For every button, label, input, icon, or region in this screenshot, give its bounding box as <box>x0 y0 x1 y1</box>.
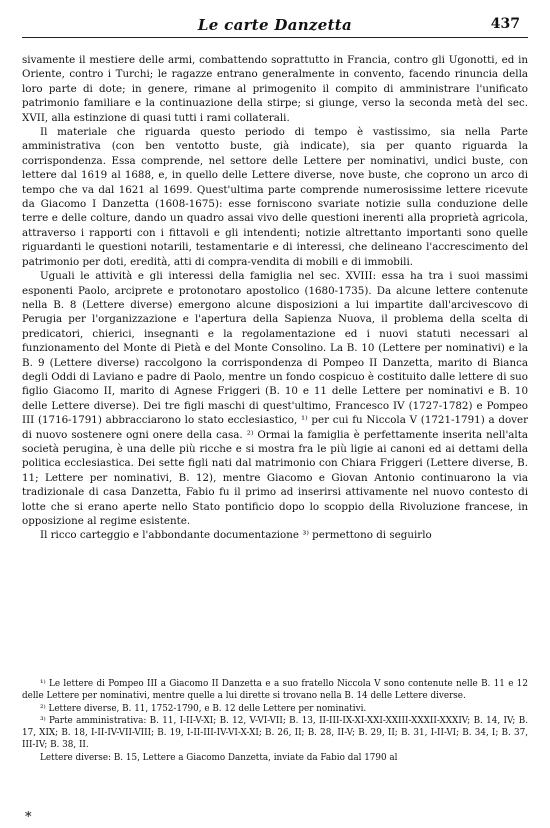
main-text <box>22 53 528 543</box>
running-title: Le carte Danzetta <box>197 16 353 34</box>
footnote-3: ³⁾ Parte amministrativa: B. 11, I-II-V-XI; B. 12, V-VI-VII; B. 13, II-III-IX-XI-XXI-XXIII-XXXII-XXXIV; B. 14, IV; B. 17, XIX; B. 18, I-II-IV-VII-VIII; B. 19, I-II-III-IV-VI-X-XI; B. 26, II; B. 28, II-V; B. 29, II; B. 31, I-II-VI; B. 34, I; B. 37, III-IV; B. 38, II. <box>22 715 528 751</box>
footnote-1: ¹⁾ Le lettere di Pompeo III a Giacomo II Danzetta e a suo fratello Niccola V sono contenute nelle B. 11 e 12 delle Lettere per nominativi, mentre quelle a lui dirette si trovano nella B. 14 delle Lettere diverse. <box>22 679 528 702</box>
running-header <box>22 12 528 34</box>
header-rule <box>22 37 528 38</box>
page-number: 437 <box>490 16 520 32</box>
footnotes <box>22 678 528 764</box>
paragraph: Il ricco carteggio e l'abbondante documentazione ³⁾ permettono di seguirlo <box>40 529 432 542</box>
footnote-2: ²⁾ Lettere diverse, B. 11, 1752-1790, e B. 12 delle Lettere per nominativi. <box>40 703 367 714</box>
paragraph: Uguali le attività e gli interessi della famiglia nel sec. XVIII: essa ha tra i suoi massimi esponenti Paolo, arciprete e protonotaro apostolico (1680-1735). Da alcune lettere contenute nella B. 8 (Lettere diverse) emergono alcune disposizioni a lui impartite dall'arcivescovo di Perugia per l'organizzazione e l'apertura della Sapienza Nuova, il problema della scelta di predicatori, chierici, insegnanti e la regolamentazione ed i nuovi statuti necessari al funzionamento del Monte di Pietà e del Monte Consolino. La B. 10 (Lettere per nominativi) e la B. 9 (Lettere diverse) raccolgono la corrispondenza di Pompeo II Danzetta, marito di Bianca degli Oddi di Laviano e padre di Paolo, mentre un fondo cospicuo è costituito dalle lettere di suo figlio Giacomo II, marito di Agnese Friggeri (B. 10 e 11 delle Lettere per nominativi e B. 10 delle Lettere diverse). Dei tre figli maschi di quest'ultimo, Francesco IV (1727-1782) e Pompeo III (1716-1791) abbracciarono lo stato ecclesiastico, ¹⁾ per cui fu Niccola V (1721-1791) a dover di nuovo sostenere ogni onere della casa. ²⁾ Ormai la famiglia è perfettamente inserita nell'alta società perugina, è una delle più ricche e si mostra fra le più ligie ai canoni ed ai dettami della politica ecclesiastica. Dei sette figli nati dal matrimonio con Chiara Friggeri (Lettere diverse, B. 11; Lettere per nominativi, B. 12), mentre Giacomo e Giovan Antonio continuarono la via tradizionale di casa Danzetta, Fabio fu il primo ad inserirsi attivamente nel nuovo contesto di lotte che si erano aperte nello Stato pontificio dopo lo scoppio della Rivoluzione francese, in opposizione al regime esistente. <box>22 270 528 527</box>
footnote-3-continuation: Lettere diverse: B. 15, Lettere a Giacomo Danzetta, inviate da Fabio dal 1790 al <box>40 752 398 763</box>
bottom-mark: * <box>25 810 32 825</box>
paragraph-continuation: sivamente il mestiere delle armi, combattendo soprattutto in Francia, contro gli Ugonotti, ed in Oriente, contro i Turchi; le ragazze entrano generalmente in convento, facendo rinuncia della loro parte di dote; in genere, rimane al primogenito il compito di amministrare l'unificato patrimonio familiare e la continuazione della stirpe; si giunge, verso la seconda metà del sec. XVII, alla estinzione di quasi tutti i rami collaterali. <box>22 54 528 124</box>
paragraph: Il materiale che riguarda questo periodo di tempo è vastissimo, sia nella Parte amministrativa (con ben ventotto buste, già indicate), sia per quanto riguarda la corrispondenza. Essa comprende, nel settore delle Lettere per nominativi, undici buste, con lettere dal 1619 al 1688, e, in quello delle Lettere diverse, nove buste, che coprono un arco di tempo che va dal 1621 al 1699. Quest'ultima parte comprende numerosissime lettere ricevute da Giacomo I Danzetta (1608-1675): esse forniscono svariate notizie sulla conduzione delle terre e delle colture, dando un quadro assai vivo delle questioni inerenti alla proprietà agricola, attraverso i rapporti con i fittavoli e gli intendenti; notizie altrettanto importanti sono quelle riguardanti le questioni notarili, testamentarie e di interessi, che delineano l'accrescimento del patrimonio per doti, eredità, atti di compra-vendita di mobili e di immobili. <box>22 126 528 268</box>
